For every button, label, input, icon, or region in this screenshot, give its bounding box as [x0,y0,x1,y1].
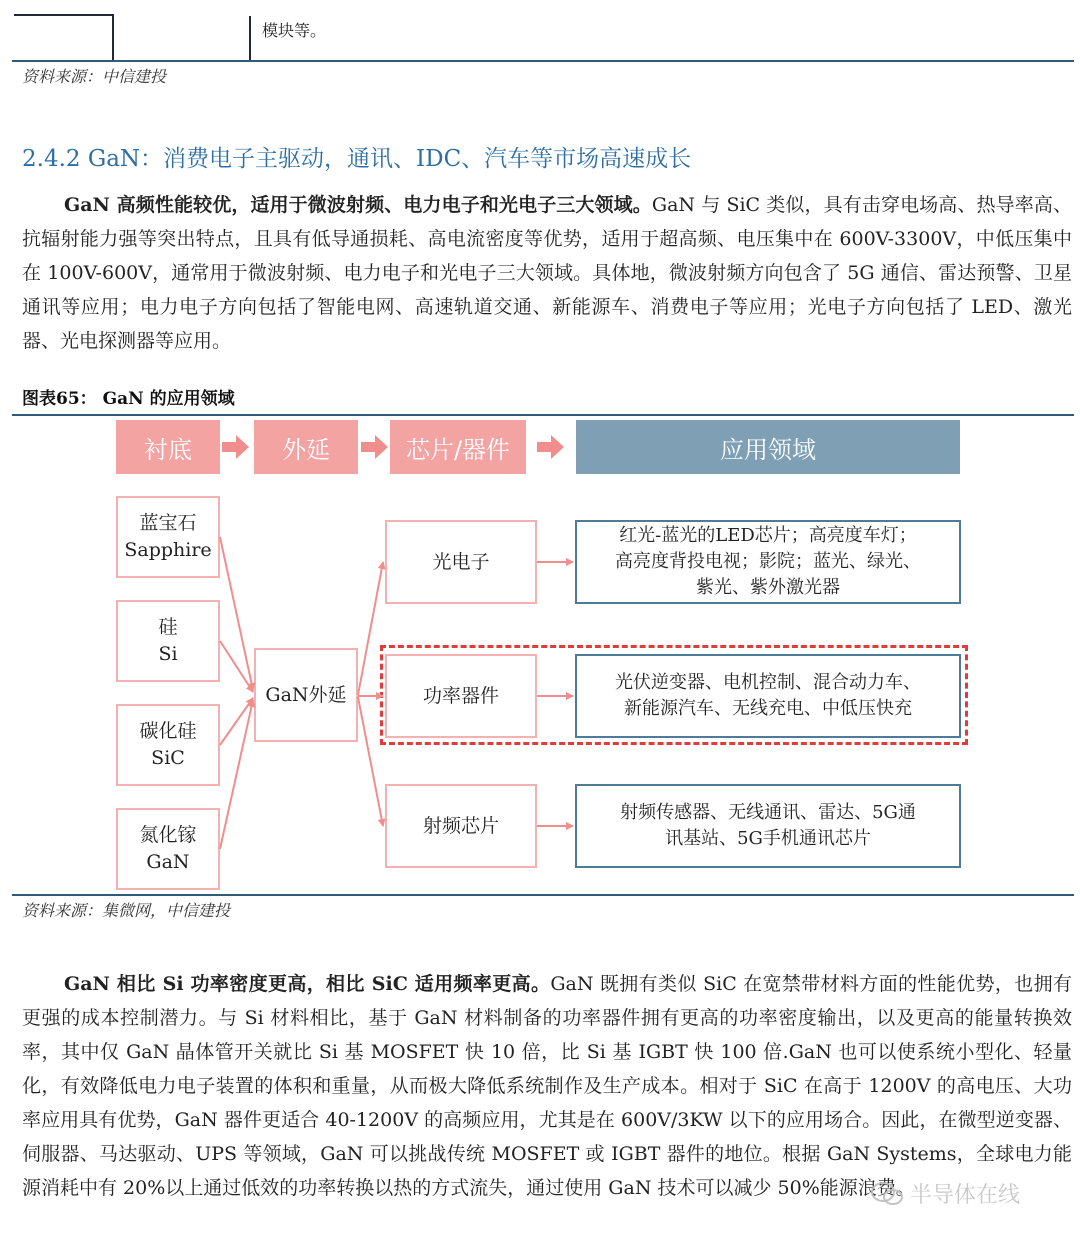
stage-arrow-icon [222,434,250,460]
application-line: 新能源汽车、无线充电、中低压快充 [624,698,912,719]
application-line: 紫光、紫外激光器 [696,577,840,598]
substrate-en-label: Sapphire [124,539,212,561]
substrate-en-label: GaN [146,851,190,873]
paragraph-2-body: GaN 既拥有类似 SiC 在宽禁带材料方面的性能优势，也拥有更强的成本控制潜力。与 Si 材料相比，基于 GaN 材料制备的功率器件拥有更高的功率密度输出，以及更高的能量转换效率，其中仅 GaN 晶体管开关就比 Si 基 MOSFET 快 10 倍，比 Si 基 IGBT 快 100 倍.GaN 也可以使系统小型化、轻量化，有效降低电力电子装置的体积和重量，从而极大降低系统制作及生产成本。相对于 SiC 在高于 1200V 的高电压、大功率应用具有优势，GaN 器件更适合 40-1200V 的高频应用，尤其是在 600V/3KW 以下的应用场合。因此，在微型逆变器、伺服器、马达驱动、UPS 等领域，GaN 可以挑战传统 MOSFET 或 IGBT 器件的地位。根据 GaN Systems，全球电力能源消耗中有 20%以上通过低效的功率转换以热的方式流失，通过使用 GaN 技术可以减少 50%能源浪费。 [22,973,1072,1199]
substrate-sic-box [116,704,220,786]
application-optoelectronics-box [575,520,961,604]
substrate-cn-label: 蓝宝石 [139,512,197,534]
device-rf-box [385,784,537,868]
device-optoelectronics-box [385,520,537,604]
source-note-2: 资料来源：集微网，中信建投 [22,901,231,920]
figure-bottom-rule [12,894,1074,896]
section-heading: 2.4.2 GaN：消费电子主驱动，通讯、IDC、汽车等市场高速成长 [22,146,692,172]
figure-top-rule [12,414,1074,416]
substrate-cn-label: 碳化硅 [139,720,197,742]
table-column-divider [249,16,251,60]
device-label: 功率器件 [422,684,499,707]
substrate-sapphire-box [116,496,220,578]
application-power-box [575,654,961,738]
substrate-cn-label: 硅 [158,616,178,638]
paragraph-1 [22,188,1072,358]
application-line: 射频传感器、无线通讯、雷达、5G通 [620,802,916,823]
application-line: 光伏逆变器、电机控制、混合动力车、 [615,672,921,693]
connector-arrow [220,700,253,849]
device-label: 射频芯片 [422,814,499,837]
paragraph-1-body: GaN 与 SiC 类似，具有击穿电场高、热导率高、抗辐射能力强等突出特点，且具有低导通损耗、高电流密度等优势，适用于超高频、电压集中在 600V-3300V，中低压集中在 100V-600V，通常用于微波射频、电力电子和光电子三大领域。具体地，微波射频方向包含了 5G 通信、雷达预警、卫星通讯等应用；电力电子方向包括了智能电网、高速轨道交通、新能源车、消费电子等应用；光电子方向包括了 LED、激光器、光电探测器等应用。 [22,194,1072,352]
connector-arrow [220,641,253,692]
substrate-en-label: SiC [151,747,185,769]
substrate-gan-box [116,808,220,890]
top-table-fragment [0,0,1080,62]
stage-arrow-icon [537,434,565,460]
application-line: 红光-蓝光的LED芯片；高亮度车灯； [619,525,917,546]
paragraph-2-lead: GaN 相比 Si 功率密度更高，相比 SiC 适用频率更高。 [64,973,551,995]
connector-arrow [220,537,253,690]
device-power-box [385,654,537,738]
stage-chip-device: 芯片/器件 [390,420,526,474]
stage-substrate: 衬底 [116,420,220,474]
device-label: 光电子 [432,550,490,573]
source-note-1: 资料来源：中信建投 [22,67,167,86]
watermark-text: 半导体在线 [910,1183,1021,1208]
substrate-en-label: Si [158,643,178,665]
wechat-icon [870,1181,904,1207]
figure-caption: 图表65： GaN 的应用领域 [22,389,235,409]
stage-epitaxy: 外延 [254,420,358,474]
paragraph-2 [22,967,1072,1205]
stage-arrow-icon [361,434,389,460]
substrate-cn-label: 氮化镓 [139,824,197,846]
application-line: 高亮度背投电视；影院；蓝光、绿光、 [615,551,921,572]
table-bottom-rule [12,60,1074,62]
epitaxy-label: GaN外延 [265,683,347,706]
paragraph-1-lead: GaN 高频性能较优，适用于微波射频、电力电子和光电子三大领域。 [64,194,652,216]
table-cell-border [14,14,114,60]
watermark [870,1178,1020,1209]
table-cell-text: 模块等。 [262,21,327,40]
application-line: 讯基站、5G手机通讯芯片 [665,828,871,849]
stage-application: 应用领域 [576,420,960,474]
gan-epitaxy-box [254,648,358,742]
connector-arrow [220,698,253,745]
application-rf-box [575,784,961,868]
substrate-si-box [116,600,220,682]
